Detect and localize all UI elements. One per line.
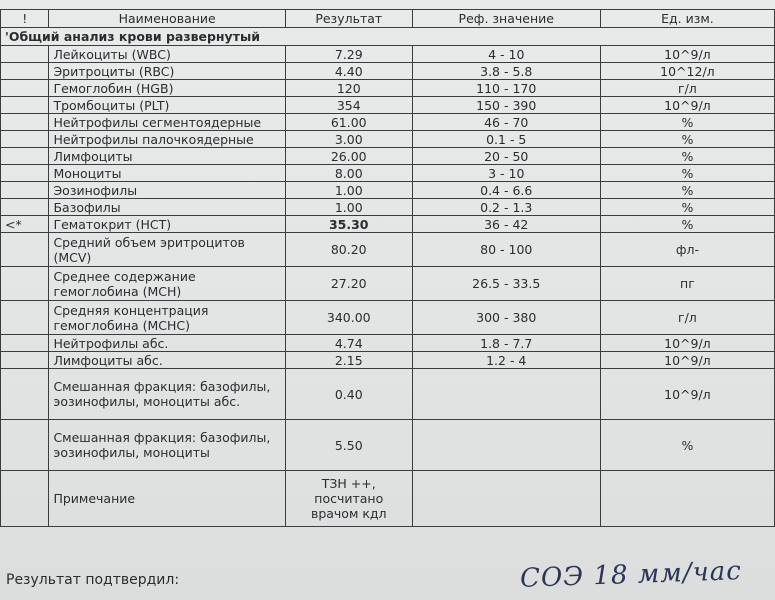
row-name: Нейтрофилы абс.: [49, 335, 285, 352]
row-result: 27.20: [285, 267, 412, 301]
table-row: [1, 114, 775, 131]
table-row: [1, 233, 775, 267]
row-ref: [412, 420, 600, 471]
header-ref: Реф. значение: [412, 10, 600, 28]
row-name: Эритроциты (RBC): [49, 63, 285, 80]
row-flag: [1, 165, 49, 182]
table-row: [1, 369, 775, 420]
row-unit: [600, 471, 774, 527]
table-row: [1, 131, 775, 148]
row-ref: 3 - 10: [412, 165, 600, 182]
row-unit: %: [600, 148, 774, 165]
row-name: Лимфоциты абс.: [49, 352, 285, 369]
row-ref: 1.2 - 4: [412, 352, 600, 369]
row-ref: 4 - 10: [412, 46, 600, 63]
row-flag: [1, 63, 49, 80]
row-flag: [1, 46, 49, 63]
row-name: Базофилы: [49, 199, 285, 216]
row-flag: [1, 114, 49, 131]
row-result: 2.15: [285, 352, 412, 369]
row-unit: %: [600, 420, 774, 471]
row-ref: 1.8 - 7.7: [412, 335, 600, 352]
table-row: [1, 46, 775, 63]
row-flag: <*: [1, 216, 49, 233]
row-unit: 10^9/л: [600, 369, 774, 420]
table-row: [1, 80, 775, 97]
row-flag: [1, 267, 49, 301]
header-unit: Ед. изм.: [600, 10, 774, 28]
header-name: Наименование: [49, 10, 285, 28]
row-result: 5.50: [285, 420, 412, 471]
row-flag: [1, 148, 49, 165]
header-flag: !: [1, 10, 49, 28]
row-unit: г/л: [600, 301, 774, 335]
row-result: 1.00: [285, 182, 412, 199]
table-row: [1, 97, 775, 114]
row-result: 61.00: [285, 114, 412, 131]
row-result: 80.20: [285, 233, 412, 267]
table-row: [1, 352, 775, 369]
row-result: 26.00: [285, 148, 412, 165]
row-name: Гемоглобин (HGB): [49, 80, 285, 97]
row-name: Примечание: [49, 471, 285, 527]
table-row: [1, 335, 775, 352]
row-name: Тромбоциты (PLT): [49, 97, 285, 114]
row-flag: [1, 301, 49, 335]
row-flag: [1, 352, 49, 369]
confirmed-by-label: Результат подтвердил:: [6, 572, 180, 588]
handwritten-note: СОЭ 18 мм/час: [519, 556, 743, 594]
row-name: Нейтрофилы палочкоядерные: [49, 131, 285, 148]
row-unit: %: [600, 165, 774, 182]
row-result: ТЗН ++, посчитано врачом кдл: [285, 471, 412, 527]
row-ref: 110 - 170: [412, 80, 600, 97]
row-ref: 0.1 - 5: [412, 131, 600, 148]
row-name: Лейкоциты (WBC): [49, 46, 285, 63]
row-unit: 10^9/л: [600, 335, 774, 352]
row-unit: %: [600, 216, 774, 233]
row-result: 8.00: [285, 165, 412, 182]
row-ref: 46 - 70: [412, 114, 600, 131]
row-unit: 10^9/л: [600, 97, 774, 114]
row-ref: 36 - 42: [412, 216, 600, 233]
table-row: [1, 301, 775, 335]
table-row: [1, 199, 775, 216]
row-result: 4.74: [285, 335, 412, 352]
row-unit: %: [600, 131, 774, 148]
row-unit: %: [600, 114, 774, 131]
row-result: 120: [285, 80, 412, 97]
row-name: Среднее содержание гемоглобина (MCH): [49, 267, 285, 301]
row-result: 3.00: [285, 131, 412, 148]
section-title: 'Общий анализ крови развернутый: [1, 28, 775, 46]
row-unit: фл-: [600, 233, 774, 267]
blood-test-table: [0, 9, 775, 527]
row-ref: [412, 369, 600, 420]
row-result: 354: [285, 97, 412, 114]
row-ref: 150 - 390: [412, 97, 600, 114]
table-row: [1, 63, 775, 80]
row-name: Лимфоциты: [49, 148, 285, 165]
row-ref: 300 - 380: [412, 301, 600, 335]
table-header-row: [1, 10, 775, 28]
row-flag: [1, 80, 49, 97]
row-flag: [1, 182, 49, 199]
row-unit: %: [600, 199, 774, 216]
table-row: [1, 165, 775, 182]
row-flag: [1, 369, 49, 420]
row-ref: 3.8 - 5.8: [412, 63, 600, 80]
row-unit: пг: [600, 267, 774, 301]
row-ref: 0.4 - 6.6: [412, 182, 600, 199]
row-flag: [1, 471, 49, 527]
row-ref: 20 - 50: [412, 148, 600, 165]
row-result: 4.40: [285, 63, 412, 80]
row-flag: [1, 335, 49, 352]
row-ref: 0.2 - 1.3: [412, 199, 600, 216]
table-row: [1, 471, 775, 527]
row-name: Гематокрит (HCT): [49, 216, 285, 233]
table-row: [1, 267, 775, 301]
row-flag: [1, 233, 49, 267]
row-flag: [1, 199, 49, 216]
section-row: [1, 28, 775, 46]
row-flag: [1, 131, 49, 148]
row-unit: 10^9/л: [600, 46, 774, 63]
row-name: Эозинофилы: [49, 182, 285, 199]
row-result: 0.40: [285, 369, 412, 420]
table-row: [1, 182, 775, 199]
table-row: [1, 148, 775, 165]
row-name: Смешанная фракция: базофилы, эозинофилы, моноциты: [49, 420, 285, 471]
table-row: [1, 216, 775, 233]
header-result: Результат: [285, 10, 412, 28]
row-ref: [412, 471, 600, 527]
row-result: 7.29: [285, 46, 412, 63]
row-result: 35.30: [285, 216, 412, 233]
table-row: [1, 420, 775, 471]
row-name: Средняя концентрация гемоглобина (MCHC): [49, 301, 285, 335]
row-unit: %: [600, 182, 774, 199]
row-name: Моноциты: [49, 165, 285, 182]
row-flag: [1, 420, 49, 471]
row-name: Смешанная фракция: базофилы, эозинофилы, моноциты абс.: [49, 369, 285, 420]
row-unit: 10^9/л: [600, 352, 774, 369]
row-unit: 10^12/л: [600, 63, 774, 80]
row-flag: [1, 97, 49, 114]
row-name: Нейтрофилы сегментоядерные: [49, 114, 285, 131]
row-ref: 26.5 - 33.5: [412, 267, 600, 301]
row-ref: 80 - 100: [412, 233, 600, 267]
row-unit: г/л: [600, 80, 774, 97]
row-result: 1.00: [285, 199, 412, 216]
row-name: Средний объем эритроцитов (MCV): [49, 233, 285, 267]
row-result: 340.00: [285, 301, 412, 335]
